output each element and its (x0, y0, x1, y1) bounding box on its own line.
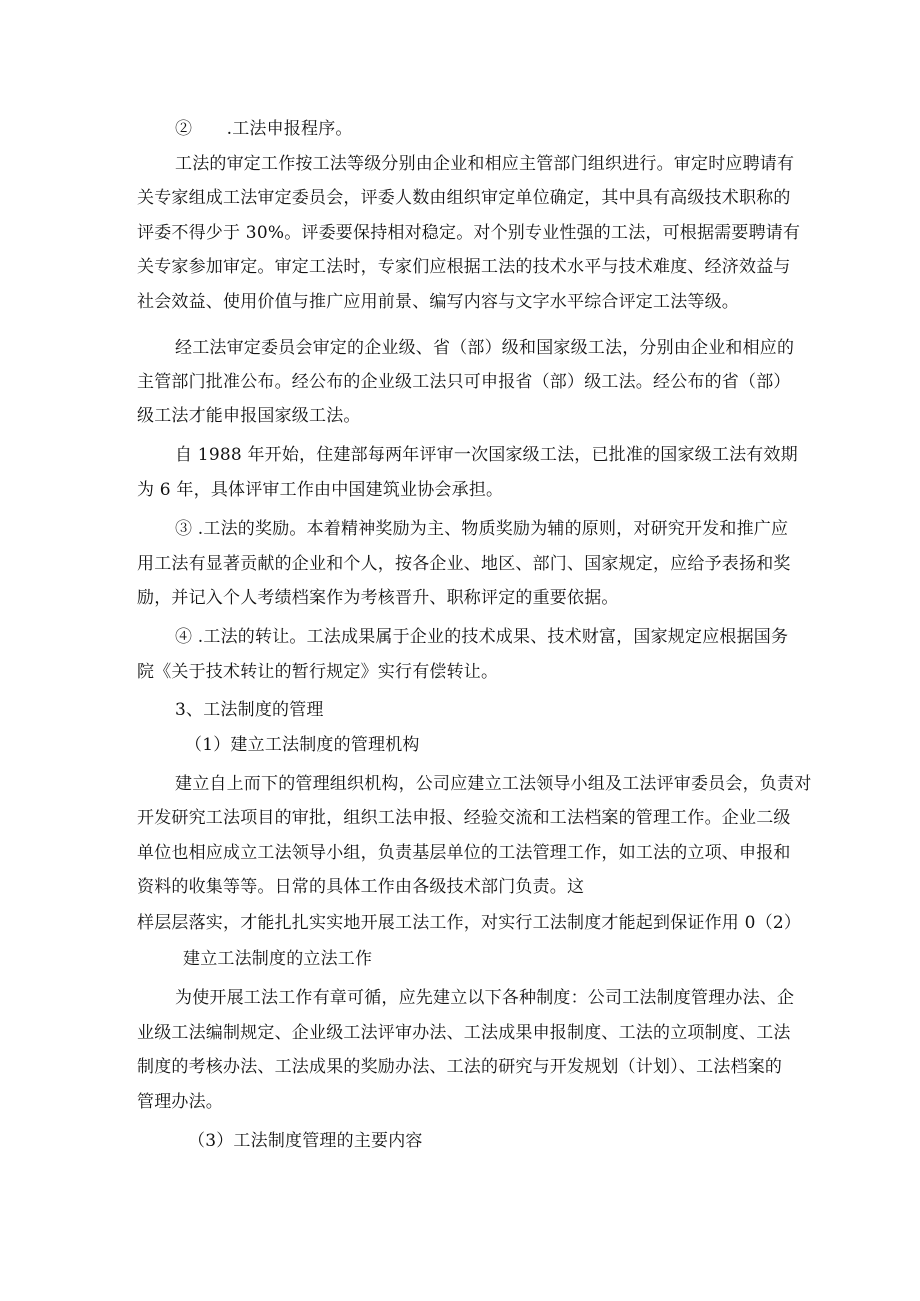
subsection-heading: （3）工法制度管理的主要内容 (188, 1131, 423, 1151)
text-line: 样层层落实，才能扎扎实实地开展工法工作，对实行工法制度才能起到保证作用 0（2） (137, 913, 802, 933)
text-line: 自 1988 年开始，住建部每两年评审一次国家级工法，已批准的国家级工法有效期 (175, 445, 798, 465)
text-line: 关专家组成工法审定委员会，评委人数由组织审定单位确定，其中具有高级技术职称的 (137, 188, 791, 208)
text-line: ② .工法申报程序。 (175, 119, 353, 139)
text-line: 经工法审定委员会审定的企业级、省（部）级和国家级工法，分别由企业和相应的 (175, 338, 795, 358)
text-line: 工法的审定工作按工法等级分别由企业和相应主管部门组织进行。审定时应聘请有 (175, 154, 795, 174)
text-line: 为 6 年，具体评审工作由中国建筑业协会承担。 (137, 480, 504, 500)
text-line: 评委不得少于 30%。评委要保持相对稳定。对个别专业性强的工法，可根据需要聘请有 (137, 223, 801, 243)
text-line: 级工法才能申报国家级工法。 (137, 406, 361, 426)
text-line: 管理办法。 (137, 1092, 223, 1112)
text-line: 单位也相应成立工法领导小组，负责基层单位的工法管理工作，如工法的立项、申报和 (137, 843, 791, 863)
text-line: 用工法有显著贡献的企业和个人，按各企业、地区、部门、国家规定，应给予表扬和奖 (137, 554, 791, 574)
text-line: 关专家参加审定。审定工法时，专家们应根据工法的技术水平与技术难度、经济效益与 (137, 257, 791, 277)
text-line: 社会效益、使用价值与推广应用前景、编写内容与文字水平综合评定工法等级。 (137, 292, 739, 312)
text-line: ④ .工法的转让。工法成果属于企业的技术成果、技术财富，国家规定应根据国务 (175, 627, 789, 647)
text-line: 为使开展工法工作有章可循，应先建立以下各种制度：公司工法制度管理办法、企 (175, 988, 795, 1008)
text-line: 院《关于技术转让的暂行规定》实行有偿转让。 (137, 662, 499, 682)
text-line: 业级工法编制规定、企业级工法评审办法、工法成果申报制度、工法的立项制度、工法 (137, 1023, 791, 1043)
text-line: 主管部门批准公布。经公布的企业级工法只可申报省（部）级工法。经公布的省（部） (137, 372, 791, 392)
text-line: 励，并记入个人考绩档案作为考核晋升、职称评定的重要依据。 (137, 588, 619, 608)
subsection-heading: （1）建立工法制度的管理机构 (185, 735, 420, 755)
text-line: 制度的考核办法、工法成果的奖励办法、工法的研究与开发规划（计划）、工法档案的 (137, 1057, 783, 1077)
text-line: ③ .工法的奖励。本着精神奖励为主、物质奖励为辅的原则，对研究开发和推广应 (175, 519, 789, 539)
text-line: 资料的收集等等。日常的具体工作由各级技术部门负责。这 (137, 877, 585, 897)
text-line: 建立自上而下的管理组织机构，公司应建立工法领导小组及工法评审委员会，负责对 (175, 774, 812, 794)
text-line: 开发研究工法项目的审批，组织工法申报、经验交流和工法档案的管理工作。企业二级 (137, 808, 791, 828)
section-heading: 3、工法制度的管理 (175, 700, 324, 720)
subsection-heading: 建立工法制度的立法工作 (183, 949, 373, 969)
